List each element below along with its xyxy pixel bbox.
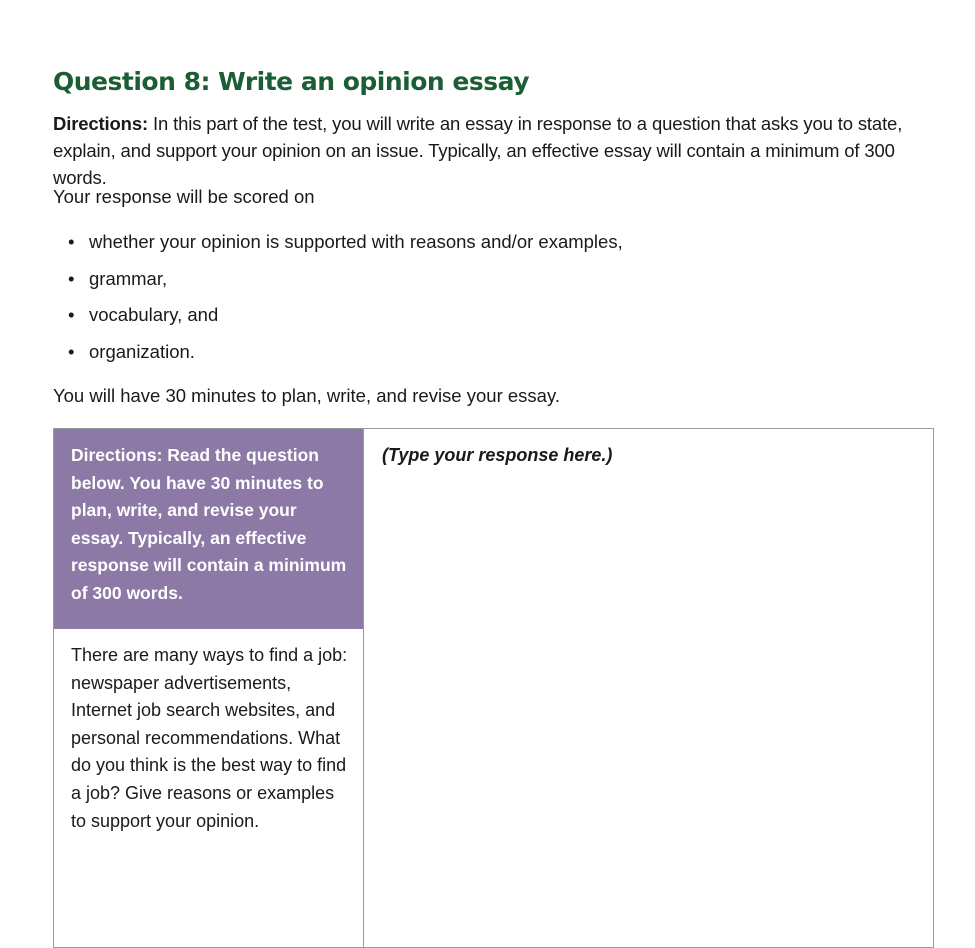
criterion-text: organization. (89, 340, 195, 362)
bullet-icon: • (68, 267, 75, 289)
directions-label: Directions: (53, 113, 148, 134)
directions-text: In this part of the test, you will write an essay in response to a question that asks you to state, explain, and support your opinion on an issue. Typically, an effective essay will contain a minimum of 300 words. (53, 113, 903, 188)
essay-directions-panel: Directions: Read the question below. You have 30 minutes to plan, write, and revise your essay. Typically, an effective response will contain a minimum of 300 words. (54, 429, 363, 629)
time-note: You will have 30 minutes to plan, write, and revise your essay. (53, 385, 560, 406)
scoring-intro: Your response will be scored on (53, 186, 315, 207)
bullet-icon: • (68, 231, 75, 252)
list-item (53, 228, 623, 265)
list-item (53, 265, 623, 302)
bullet-icon: • (68, 340, 75, 362)
criterion-text: grammar, (89, 267, 168, 289)
essay-box (53, 428, 934, 948)
essay-prompt: There are many ways to find a job: newspaper advertisements, Internet job search websites, and personal recommendations. What do you think is the best way to find a job? Give reasons or examples to support your opinion. (71, 645, 348, 831)
list-item (53, 301, 623, 338)
question-column (54, 429, 364, 947)
criterion-text: vocabulary, and (89, 304, 219, 325)
criterion-text: whether your opinion is supported with reasons and/or examples, (89, 231, 623, 252)
list-item (53, 338, 623, 375)
bullet-icon: • (68, 304, 75, 325)
response-area[interactable]: (Type your response here.) (382, 445, 613, 465)
directions-paragraph (53, 110, 948, 191)
question-title: Question 8: Write an opinion essay (53, 67, 529, 96)
scoring-criteria-list (53, 228, 623, 374)
